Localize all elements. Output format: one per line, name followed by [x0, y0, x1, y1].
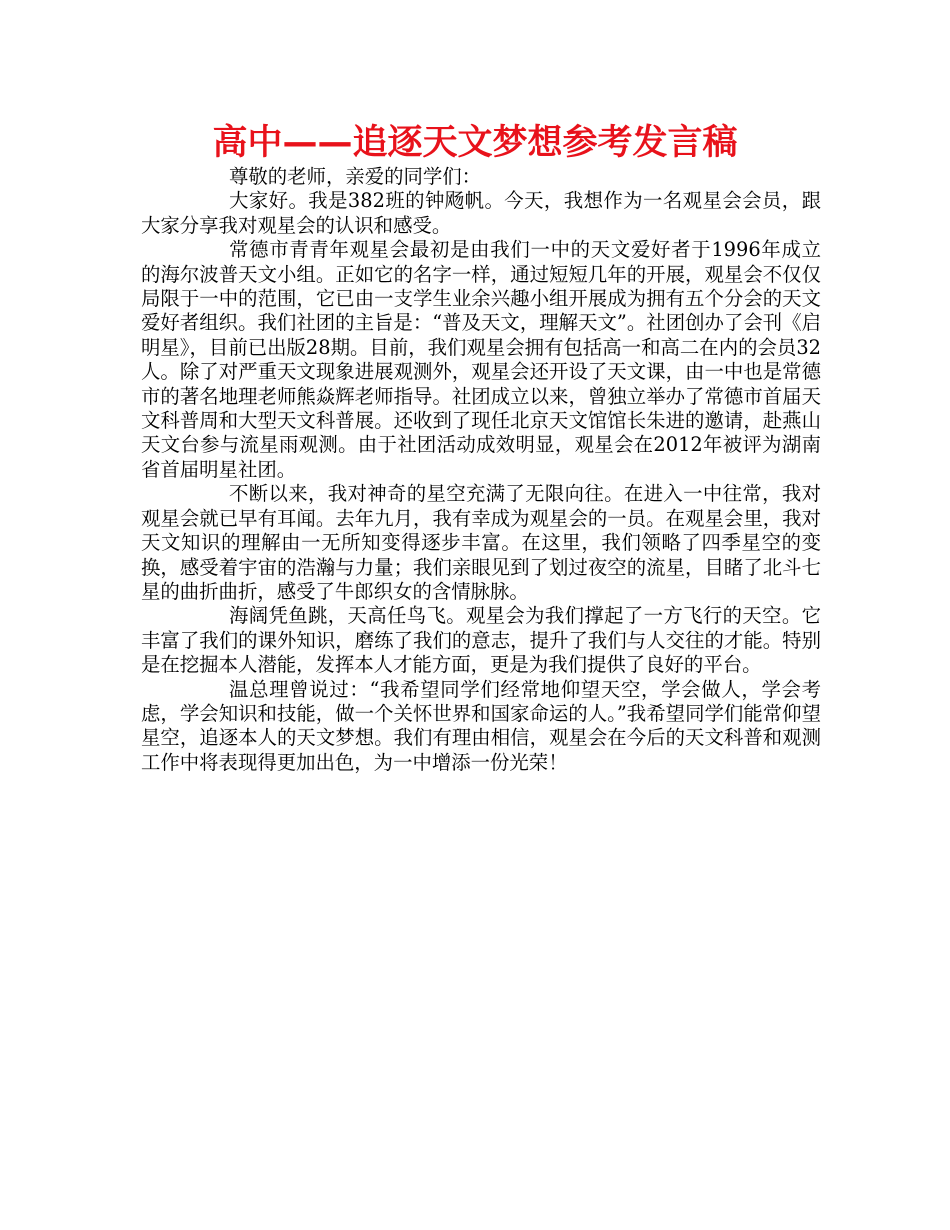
paragraph-personal-experience: 不断以来，我对神奇的星空充满了无限向往。在进入一中往常，我对观星会就已早有耳闻。去年九月，我有幸成为观星会的一员。在观星会里，我对天文知识的理解由一无所知变得逐步丰富。在这里，我们领略了四季星空的变换，感受着宇宙的浩瀚与力量；我们亲眼见到了划过夜空的流星，目睹了北斗七星的曲折曲折，感受了牛郎织女的含情脉脉。	[141, 482, 821, 603]
document-body	[141, 165, 821, 775]
salutation: 尊敬的老师，亲爱的同学们：	[229, 165, 482, 188]
paragraph-club-value: 海阔凭鱼跳，天高任鸟飞。观星会为我们撑起了一方飞行的天空。它丰富了我们的课外知识，磨练了我们的意志，提升了我们与人交往的才能。特别是在挖掘本人潜能，发挥本人才能方面，更是为我们提供了良好的平台。	[141, 604, 821, 677]
paragraph-greeting: 大家好。我是382班的钟飏帆。今天，我想作为一名观星会会员，跟大家分享我对观星会的认识和感受。	[141, 189, 821, 237]
paragraph-closing: 温总理曾说过：“我希望同学们经常地仰望天空，学会做人，学会考虑，学会知识和技能，做一个关怀世界和国家命运的人。”我希望同学们能常仰望星空，追逐本人的天文梦想。我们有理由相信，观星会在今后的天文科普和观测工作中将表现得更加出色，为一中增添一份光荣！	[141, 677, 821, 774]
paragraph-club-history: 常德市青青年观星会最初是由我们一中的天文爱好者于1996年成立的海尔波普天文小组。正如它的名字一样，通过短短几年的开展，观星会不仅仅局限于一中的范围，它已由一支学生业余兴趣小组开展成为拥有五个分会的天文爱好者组织。我们社团的主旨是：“普及天文，理解天文”。社团创办了会刊《启明星》，目前已出版28期。目前，我们观星会拥有包括高一和高二在内的会员32人。除了对严重天文现象进展观测外，观星会还开设了天文课，由一中也是常德市的著名地理老师熊焱辉老师指导。社团成立以来，曾独立举办了常德市首届天文科普周和大型天文科普展。还收到了现任北京天文馆馆长朱进的邀请，赴燕山天文台参与流星雨观测。由于社团活动成效明显，观星会在2012年被评为湖南省首届明星社团。	[141, 238, 821, 481]
document-title: 高中——追逐天文梦想参考发言稿	[212, 123, 738, 163]
